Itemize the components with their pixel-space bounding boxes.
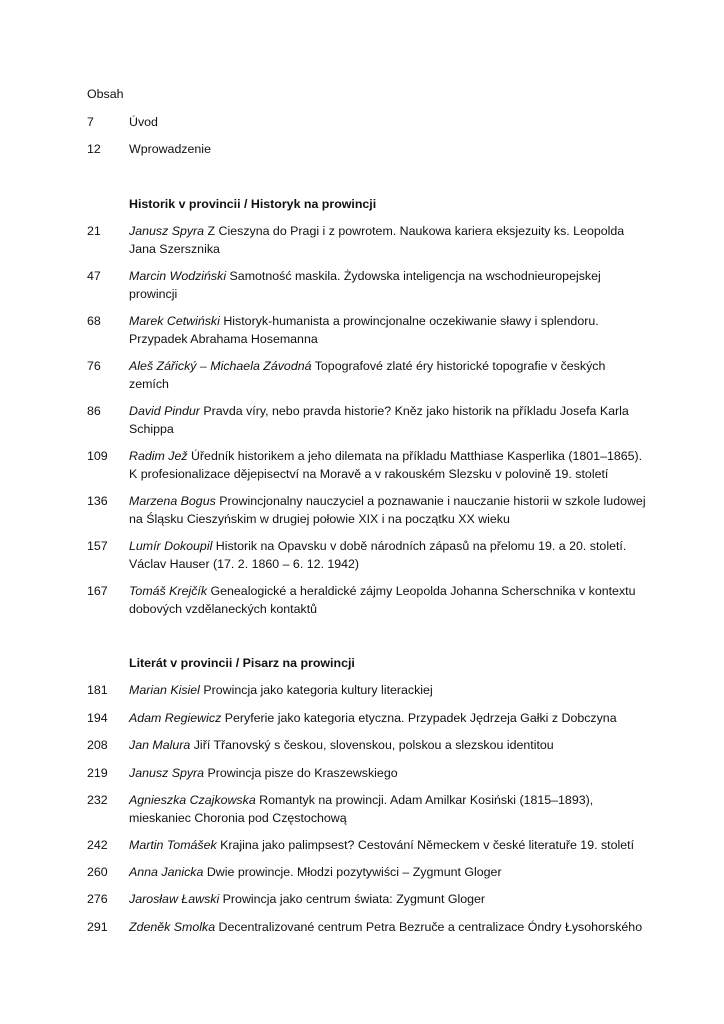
entry-text: [129, 538, 649, 573]
entry-title: Úředník historikem a jeho dilemata na příkladu Matthiase Kasperlika (1801–1865).: [187, 449, 643, 463]
page-number: 21: [87, 224, 101, 238]
page-number: 242: [87, 838, 108, 852]
page-number: 167: [87, 584, 108, 598]
entry-author: David Pindur: [129, 404, 200, 418]
entry-text: [129, 737, 649, 755]
entry-title-cont: Václav Hauser (17. 2. 1860 – 6. 12. 1942): [129, 556, 360, 571]
entry-text: [129, 583, 649, 618]
entry-title: Historik na Opavsku v době národních zápasů na přelomu 19. a 20. století.: [212, 539, 627, 553]
entry-text: [129, 864, 649, 882]
entry-author: Aleš Zářický – Michaela Závodná: [129, 359, 312, 373]
page-number: 208: [87, 738, 108, 752]
entry-title-cont: dobových vzdělaneckých kontaktů: [129, 601, 318, 616]
entry-title: Decentralizované centrum Petra Bezruče a centralizace Óndry Łysohorského: [215, 920, 643, 934]
page-number: 12: [87, 142, 101, 156]
entry-text: [129, 313, 649, 348]
entry-title: Historyk-humanista a prowincjonalne oczekiwanie sławy i splendoru.: [219, 314, 599, 328]
page-number: 136: [87, 494, 108, 508]
entry-author: Agnieszka Czajkowska: [129, 793, 256, 807]
page-number: 86: [87, 404, 101, 418]
entry-text: [129, 448, 649, 483]
entry-author: Tomáš Krejčík: [129, 584, 208, 598]
entry-text: [129, 268, 649, 303]
entry-title: Z Cieszyna do Pragi i z powrotem. Naukowa kariera eksjezuity ks. Leopolda: [204, 224, 625, 238]
entry-title: Prowincjonalny nauczyciel a poznawanie i nauczanie historii w szkole ludowej: [215, 494, 646, 508]
entry-author: Jarosław Ławski: [129, 892, 220, 906]
entry-title-cont: Jana Szersznika: [129, 241, 220, 256]
entry-author: Marcin Wodziński: [129, 269, 227, 283]
page-number: 232: [87, 793, 108, 807]
entry-text: [129, 837, 649, 855]
page-number: 276: [87, 892, 108, 906]
entry-title-cont: prowincji: [129, 286, 178, 301]
toc-title: Obsah: [87, 87, 124, 101]
entry-author: Anna Janicka: [129, 865, 204, 879]
entry-text: [129, 891, 649, 909]
entry-text: [129, 792, 649, 827]
entry-text: [129, 358, 649, 393]
entry-author: Janusz Spyra: [129, 766, 205, 780]
entry-author: Marian Kisiel: [129, 683, 200, 697]
entry-text: [129, 765, 649, 783]
page-number: 7: [87, 115, 94, 129]
page-number: 291: [87, 920, 108, 934]
entry-title-cont: mieskaniec Choronia pod Częstochową: [129, 810, 347, 825]
page-number: 109: [87, 449, 108, 463]
page-number: 47: [87, 269, 101, 283]
entry-author: Radim Jež: [129, 449, 188, 463]
entry-author: Marzena Bogus: [129, 494, 216, 508]
entry-title: Topografové zlaté éry historické topografie v českých: [311, 359, 606, 373]
entry-title-cont: na Śląsku Cieszyńskim w drugiej połowie XIX i na początku XX wieku: [129, 511, 510, 526]
entry-title: Úvod: [129, 115, 158, 129]
entry-title-cont: K profesionalizace dějepisectví na Moravě a v rakouském Slezsku v polovině 19. století: [129, 466, 609, 481]
entry-title: Romantyk na prowincji. Adam Amilkar Kosiński (1815–1893),: [255, 793, 594, 807]
entry-text: [129, 403, 649, 438]
entry-title: Genealogické a heraldické zájmy Leopolda Johanna Scherschnika v kontextu: [207, 584, 636, 598]
entry-title: Dwie prowincje. Młodzi pozytywiści – Zygmunt Gloger: [203, 865, 502, 879]
page-number: 260: [87, 865, 108, 879]
page-number: 219: [87, 766, 108, 780]
entry-title: Peryferie jako kategoria etyczna. Przypadek Jędrzeja Gałki z Dobczyna: [221, 711, 617, 725]
page-number: 194: [87, 711, 108, 725]
page-number: 181: [87, 683, 108, 697]
entry-text: [129, 493, 649, 528]
section-heading: Historik v provincii / Historyk na prowincji: [129, 197, 377, 211]
entry-title: Samotność maskila. Żydowska inteligencja na wschodnieuropejskej: [226, 269, 601, 283]
entry-author: Jan Malura: [129, 738, 191, 752]
entry-author: Martin Tomášek: [129, 838, 217, 852]
page-number: 157: [87, 539, 108, 553]
entry-title-cont: Schippa: [129, 421, 174, 436]
entry-text: [129, 710, 649, 728]
entry-author: Marek Cetwiński: [129, 314, 220, 328]
entry-title: Jiří Třanovský s českou, slovenskou, polskou a slezskou identitou: [190, 738, 554, 752]
entry-title: Prowincja jako kategoria kultury literackiej: [199, 683, 433, 697]
entry-author: Janusz Spyra: [129, 224, 205, 238]
entry-text: [129, 919, 649, 937]
page-number: 76: [87, 359, 101, 373]
entry-author: Adam Regiewicz: [129, 711, 222, 725]
entry-author: Lumír Dokoupil: [129, 539, 213, 553]
page-number: 68: [87, 314, 101, 328]
entry-text: [129, 223, 649, 258]
entry-author: Zdeněk Smolka: [129, 920, 216, 934]
entry-text: [129, 682, 649, 700]
entry-title: Prowincja jako centrum świata: Zygmunt Gloger: [219, 892, 486, 906]
entry-title-cont: Przypadek Abrahama Hosemanna: [129, 331, 318, 346]
entry-title: Wprowadzenie: [129, 142, 211, 156]
entry-title: Krajina jako palimpsest? Cestování Německem v české literatuře 19. století: [216, 838, 635, 852]
entry-title: Prowincja pisze do Kraszewskiego: [204, 766, 398, 780]
entry-title: Pravda víry, nebo pravda historie? Kněz jako historik na příkladu Josefa Karla: [199, 404, 629, 418]
entry-title-cont: zemích: [129, 376, 169, 391]
section-heading: Literát v provincii / Pisarz na prowincji: [129, 656, 355, 670]
